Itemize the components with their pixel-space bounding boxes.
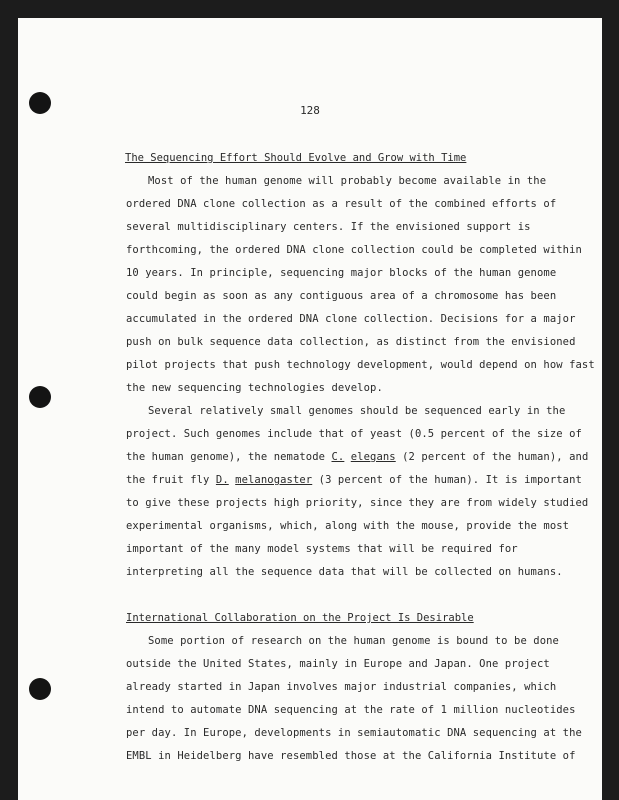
punch-hole	[29, 386, 51, 408]
text-line: Several relatively small genomes should be sequenced early in the	[148, 405, 566, 417]
text-run: (2 percent of the human), and	[395, 451, 589, 463]
text-line: interpreting all the sequence data that will be collected on humans.	[126, 566, 563, 578]
genus-abbrev: C.	[331, 451, 345, 463]
text-line: to give these projects high priority, since they are from widely studied	[126, 497, 589, 509]
text-line: the new sequencing technologies develop.	[126, 382, 383, 394]
text-line: project. Such genomes include that of yeast (0.5 percent of the size of	[126, 428, 582, 440]
text-line: could begin as soon as any contiguous area of a chromosome has been	[126, 290, 557, 302]
text-line: Most of the human genome will probably become available in the	[148, 175, 547, 187]
text-line: per day. In Europe, developments in semiautomatic DNA sequencing at the	[126, 727, 582, 739]
text-line: several multidisciplinary centers. If the envisioned support is	[126, 221, 531, 233]
text-line: already started in Japan involves major industrial companies, which	[126, 681, 557, 693]
text-run: the fruit fly	[126, 474, 216, 486]
text-line: Some portion of research on the human genome is bound to be done	[148, 635, 559, 647]
text-line	[126, 474, 582, 486]
species-name: melanogaster	[235, 474, 313, 486]
text-line: ordered DNA clone collection as a result of the combined efforts of	[126, 198, 557, 210]
section-heading-international: International Collaboration on the Project Is Desirable	[126, 612, 474, 624]
text-line: forthcoming, the ordered DNA clone collection could be completed within	[126, 244, 582, 256]
document-page	[18, 18, 602, 800]
text-line: intend to automate DNA sequencing at the rate of 1 million nucleotides	[126, 704, 576, 716]
text-run: the human genome), the nematode	[126, 451, 332, 463]
text-line: important of the many model systems that will be required for	[126, 543, 518, 555]
text-line: 10 years. In principle, sequencing major blocks of the human genome	[126, 267, 557, 279]
genus-abbrev: D.	[215, 474, 229, 486]
section-heading-sequencing: The Sequencing Effort Should Evolve and Grow with Time	[125, 152, 467, 164]
text-line: experimental organisms, which, along with the mouse, provide the most	[126, 520, 570, 532]
text-line: outside the United States, mainly in Europe and Japan. One project	[126, 658, 550, 670]
text-line: pilot projects that push technology development, would depend on how fast	[126, 359, 595, 371]
text-run: (3 percent of the human). It is important	[312, 474, 582, 486]
page-number: 128	[300, 104, 320, 117]
punch-hole	[29, 678, 51, 700]
text-line: accumulated in the ordered DNA clone collection. Decisions for a major	[126, 313, 576, 325]
species-name: elegans	[350, 451, 396, 463]
text-line	[126, 451, 588, 463]
text-line: push on bulk sequence data collection, as distinct from the envisioned	[126, 336, 576, 348]
text-line: EMBL in Heidelberg have resembled those at the California Institute of	[126, 750, 576, 762]
